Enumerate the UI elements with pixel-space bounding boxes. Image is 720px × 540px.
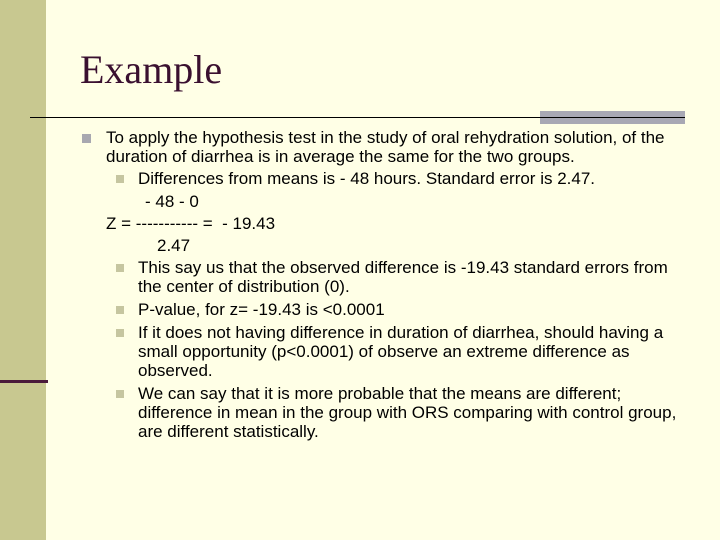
sub-bullet-text: Differences from means is - 48 hours. Standard error is 2.47. [138, 169, 595, 188]
sub-bullet-opportunity [80, 323, 690, 380]
formula-equation: Z = ----------- = - 19.43 [106, 214, 276, 233]
sub-bullet-observed [80, 258, 690, 296]
sub-bullet-text: This say us that the observed difference is -19.43 standard errors from the center of distribution (0). [138, 258, 668, 296]
square-bullet-icon [116, 264, 124, 272]
formula-denominator: 2.47 [157, 236, 191, 255]
formula-numerator: - 48 - 0 [145, 192, 199, 211]
sub-bullet-differences [80, 169, 690, 188]
sub-bullet-text: We can say that it is more probable that the means are different; difference in mean in the group with ORS comparing with control group, are different statistically. [138, 384, 677, 441]
sub-bullet-text: P-value, for z= -19.43 is <0.0001 [138, 300, 385, 319]
main-bullet-text: To apply the hypothesis test in the study of oral rehydration solution, of the duration of diarrhea is in average the same for the two groups. [106, 128, 665, 166]
square-bullet-icon [82, 134, 91, 143]
sub-bullet-conclusion [80, 384, 690, 441]
sub-bullet-text: If it does not having difference in duration of diarrhea, should having a small opportunity (p<0.0001) of observe an extreme difference as observed. [138, 323, 664, 380]
square-bullet-icon [116, 329, 124, 337]
square-bullet-icon [116, 175, 124, 183]
slide-title: Example [80, 47, 223, 92]
square-bullet-icon [116, 306, 124, 314]
title-divider [30, 117, 685, 118]
square-bullet-icon [116, 390, 124, 398]
left-sidebar-bar [0, 0, 46, 540]
sub-bullet-p-value [80, 300, 690, 319]
main-bullet [80, 128, 690, 166]
left-bar-divider [0, 380, 48, 383]
slide-content [80, 128, 690, 445]
